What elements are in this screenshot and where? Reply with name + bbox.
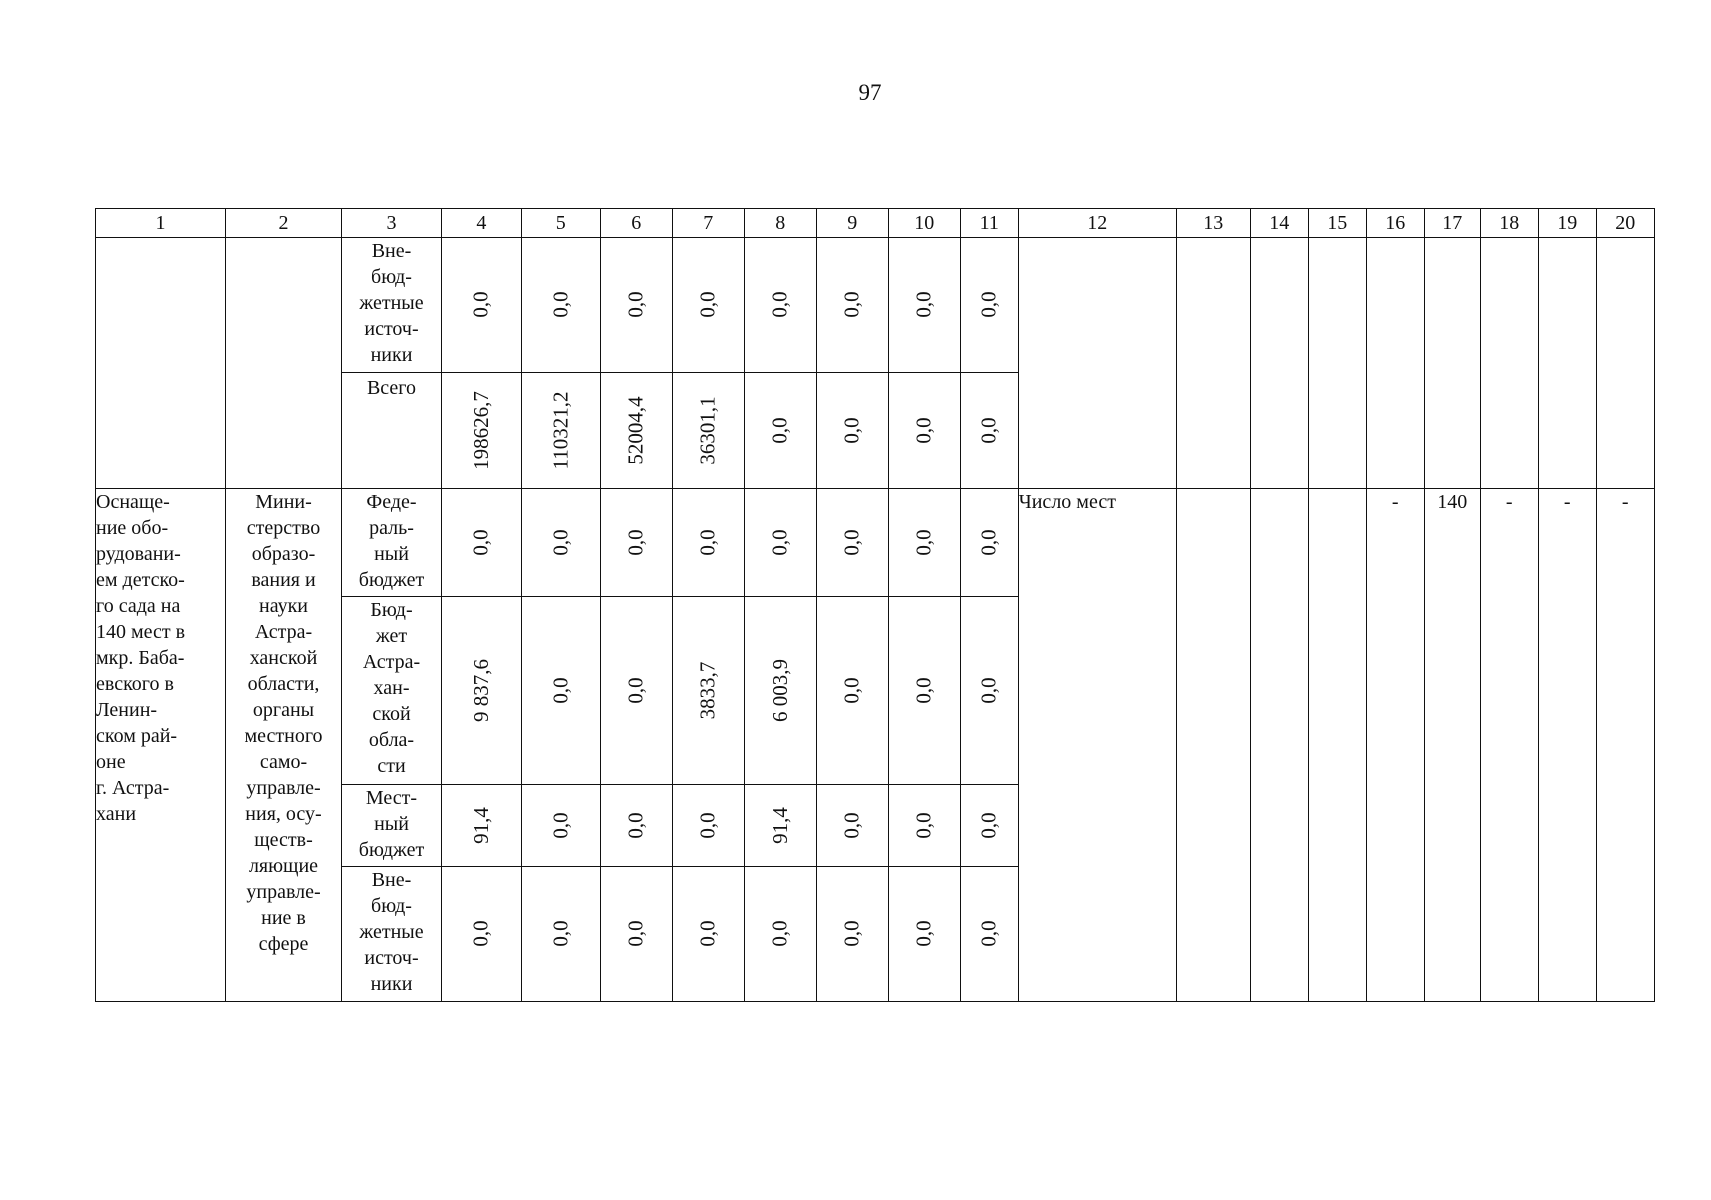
value-cell	[744, 238, 816, 373]
header-cell: 7	[672, 209, 744, 238]
value-text: 6 003,9	[767, 658, 792, 722]
header-cell: 16	[1366, 209, 1424, 238]
header-cell: 18	[1480, 209, 1538, 238]
value-text: 52004,4	[623, 395, 648, 465]
value-text: 198626,7	[468, 390, 493, 470]
value-text: 36301,1	[695, 395, 720, 465]
table-row	[96, 489, 1655, 597]
header-cell: 19	[1538, 209, 1596, 238]
value-text: 91,4	[468, 806, 493, 844]
prev-executor-cell	[226, 238, 342, 489]
value-text: 0,0	[695, 528, 720, 556]
value-text: 0,0	[468, 920, 493, 947]
budget-table	[95, 208, 1655, 1002]
value-cell	[442, 597, 522, 785]
value-cell	[442, 373, 522, 489]
value-cell	[442, 238, 522, 373]
value-text: 0,0	[623, 920, 648, 947]
value-cell	[521, 238, 600, 373]
target-value: 140	[1424, 489, 1480, 1002]
value-cell	[600, 597, 672, 785]
value-cell	[521, 489, 600, 597]
value-text: 0,0	[468, 528, 493, 556]
target-cell	[1366, 238, 1424, 489]
value-text: 0,0	[623, 676, 648, 704]
value-text: 0,0	[839, 676, 864, 704]
value-text: 0,0	[839, 416, 864, 444]
value-cell	[442, 489, 522, 597]
header-row	[96, 209, 1655, 238]
value-cell	[888, 373, 960, 489]
header-cell: 17	[1424, 209, 1480, 238]
value-text: 0,0	[976, 811, 1001, 839]
header-cell: 13	[1176, 209, 1250, 238]
value-text: 0,0	[976, 676, 1001, 704]
funding-source: Мест- ный бюджет	[342, 785, 442, 867]
target-cell	[1424, 238, 1480, 489]
value-cell	[521, 785, 600, 867]
value-cell	[816, 238, 888, 373]
value-text: 0,0	[976, 528, 1001, 556]
value-text: 3833,7	[695, 661, 720, 719]
target-cell	[1308, 238, 1366, 489]
funding-source: Всего	[342, 373, 442, 489]
header-cell: 6	[600, 209, 672, 238]
value-cell	[672, 238, 744, 373]
value-cell	[744, 489, 816, 597]
value-cell	[521, 867, 600, 1002]
value-text: 110321,2	[548, 391, 573, 469]
value-text: 0,0	[839, 528, 864, 556]
header-cell: 4	[442, 209, 522, 238]
header-cell: 15	[1308, 209, 1366, 238]
value-cell	[442, 867, 522, 1002]
value-cell	[521, 373, 600, 489]
page-number: 97	[858, 80, 882, 105]
event-name: Оснаще- ние обо- рудовани- ем детско- го сада на 140 мест в мкр. Баба- евского в Ленин- ском рай- оне г. Астра- хани	[96, 489, 226, 1002]
value-cell	[600, 867, 672, 1002]
value-text: 0,0	[767, 528, 792, 556]
value-text: 0,0	[548, 291, 573, 318]
value-cell	[816, 867, 888, 1002]
value-cell	[888, 867, 960, 1002]
funding-source: Вне- бюд- жетные источ- ники	[342, 238, 442, 373]
header-cell: 11	[960, 209, 1018, 238]
value-cell	[744, 373, 816, 489]
value-cell	[960, 489, 1018, 597]
value-text: 0,0	[911, 528, 936, 556]
value-text: 0,0	[623, 528, 648, 556]
target-cell	[1596, 238, 1654, 489]
funding-source: Феде- раль- ный бюджет	[342, 489, 442, 597]
value-cell	[960, 867, 1018, 1002]
target-value	[1250, 489, 1308, 1002]
value-cell	[672, 785, 744, 867]
target-cell	[1480, 238, 1538, 489]
value-cell	[672, 867, 744, 1002]
value-text: 0,0	[911, 676, 936, 704]
value-cell	[888, 785, 960, 867]
value-text: 0,0	[976, 416, 1001, 444]
value-text: 0,0	[695, 811, 720, 839]
indicator-name: Число мест	[1018, 489, 1176, 1002]
value-cell	[672, 597, 744, 785]
value-cell	[600, 785, 672, 867]
value-cell	[600, 373, 672, 489]
header-cell: 12	[1018, 209, 1176, 238]
header-cell: 8	[744, 209, 816, 238]
value-cell	[888, 489, 960, 597]
header-cell: 3	[342, 209, 442, 238]
value-text: 0,0	[548, 920, 573, 947]
value-cell	[600, 489, 672, 597]
value-cell	[600, 238, 672, 373]
value-cell	[960, 373, 1018, 489]
target-cell	[1250, 238, 1308, 489]
target-value: -	[1596, 489, 1654, 1002]
value-cell	[744, 597, 816, 785]
value-text: 0,0	[695, 291, 720, 318]
value-text: 0,0	[839, 920, 864, 947]
value-cell	[672, 489, 744, 597]
target-value	[1176, 489, 1250, 1002]
value-text: 0,0	[976, 291, 1001, 318]
value-cell	[960, 785, 1018, 867]
target-cell	[1538, 238, 1596, 489]
header-cell: 1	[96, 209, 226, 238]
value-text: 91,4	[767, 806, 792, 844]
value-cell	[816, 785, 888, 867]
value-text: 0,0	[623, 291, 648, 318]
prev-event-cell	[96, 238, 226, 489]
value-text: 0,0	[767, 920, 792, 947]
value-cell	[816, 489, 888, 597]
target-value: -	[1480, 489, 1538, 1002]
value-text: 0,0	[767, 291, 792, 318]
value-cell	[960, 597, 1018, 785]
value-text: 0,0	[911, 920, 936, 947]
funding-source: Вне- бюд- жетные источ- ники	[342, 867, 442, 1002]
value-cell	[888, 238, 960, 373]
value-cell	[744, 867, 816, 1002]
value-text: 0,0	[623, 811, 648, 839]
funding-source: Бюд- жет Астра- хан- ской обла- сти	[342, 597, 442, 785]
target-value	[1308, 489, 1366, 1002]
value-cell	[442, 785, 522, 867]
value-text: 0,0	[839, 811, 864, 839]
value-text: 0,0	[548, 676, 573, 704]
header-cell: 10	[888, 209, 960, 238]
target-cell	[1176, 238, 1250, 489]
target-value: -	[1538, 489, 1596, 1002]
value-text: 0,0	[976, 920, 1001, 947]
value-text: 0,0	[695, 920, 720, 947]
value-text: 0,0	[468, 291, 493, 318]
value-text: 0,0	[548, 528, 573, 556]
value-text: 0,0	[911, 291, 936, 318]
value-cell	[816, 597, 888, 785]
header-cell: 9	[816, 209, 888, 238]
value-cell	[672, 373, 744, 489]
value-text: 9 837,6	[468, 658, 493, 722]
value-text: 0,0	[911, 416, 936, 444]
target-value: -	[1366, 489, 1424, 1002]
value-cell	[960, 238, 1018, 373]
value-text: 0,0	[911, 811, 936, 839]
header-cell: 5	[521, 209, 600, 238]
header-cell: 14	[1250, 209, 1308, 238]
header-cell: 20	[1596, 209, 1654, 238]
value-cell	[521, 597, 600, 785]
header-cell: 2	[226, 209, 342, 238]
indicator-cell	[1018, 238, 1176, 489]
value-cell	[744, 785, 816, 867]
value-cell	[888, 597, 960, 785]
value-text: 0,0	[767, 416, 792, 444]
value-text: 0,0	[548, 811, 573, 839]
value-cell	[816, 373, 888, 489]
table-row	[96, 238, 1655, 373]
event-executor: Мини- стерство образо- вания и науки Астра- ханской области, органы местного само- управле- ния, осу- ществ- ляющие управле- ние в сфере	[226, 489, 342, 1002]
value-text: 0,0	[839, 291, 864, 318]
